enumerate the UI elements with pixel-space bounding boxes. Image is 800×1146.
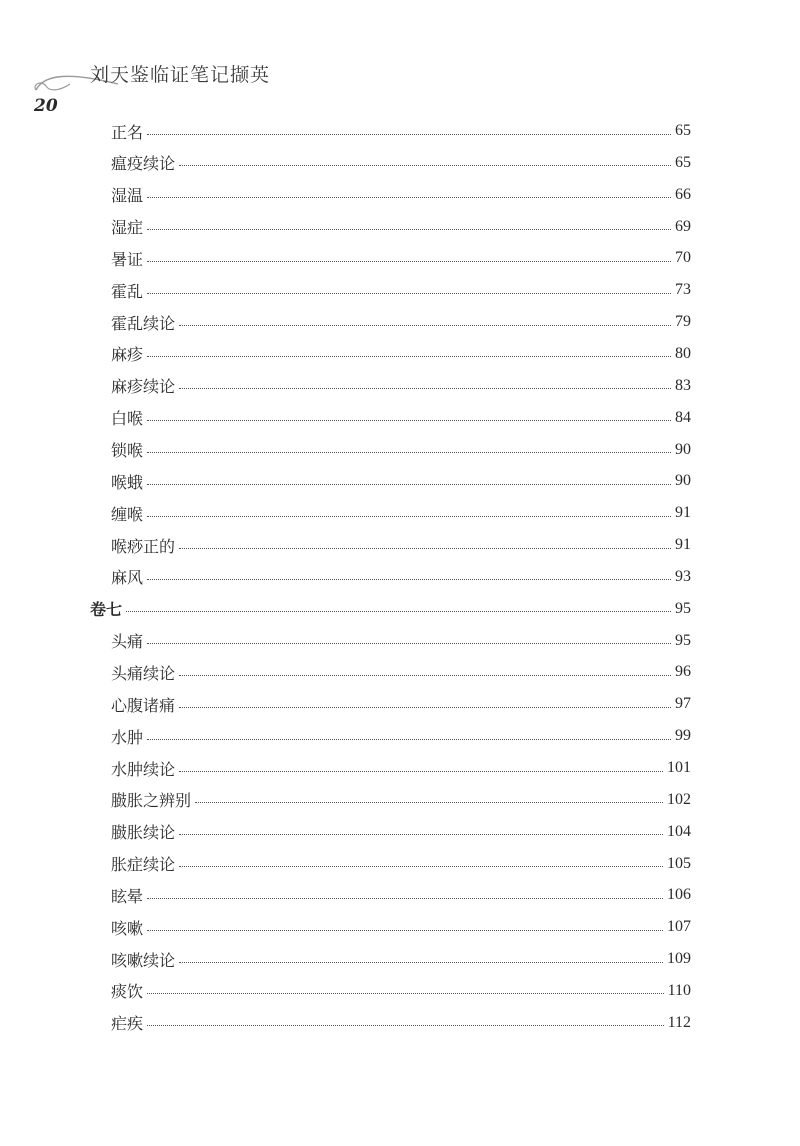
toc-leader-dots xyxy=(147,516,671,517)
toc-entry-title: 臌胀之辨别 xyxy=(111,791,192,811)
toc-entry-page: 79 xyxy=(675,313,691,331)
toc-entry[interactable] xyxy=(111,406,691,430)
toc-entry-page: 99 xyxy=(675,727,691,745)
toc-entry-page: 84 xyxy=(675,408,691,426)
toc-entry-title: 臌胀续论 xyxy=(111,823,176,843)
toc-entry[interactable] xyxy=(111,852,691,876)
toc-entry-page: 97 xyxy=(675,695,691,713)
toc-entry[interactable] xyxy=(111,947,691,971)
toc-entry-page: 106 xyxy=(667,886,691,904)
toc-leader-dots xyxy=(147,993,664,994)
toc-entry-page: 90 xyxy=(675,472,691,490)
toc-entry[interactable] xyxy=(111,692,691,716)
toc-entry-page: 112 xyxy=(667,1013,691,1031)
toc-entry-title: 胀症续论 xyxy=(111,855,176,875)
toc-entry-title: 麻疹续论 xyxy=(111,377,176,397)
toc-entry-page: 65 xyxy=(675,153,691,171)
toc-entry-page: 96 xyxy=(675,663,691,681)
toc-entry-page: 95 xyxy=(675,599,691,617)
toc-entry[interactable] xyxy=(111,883,691,907)
page-number: 20 xyxy=(34,96,58,116)
toc-leader-dots xyxy=(147,643,671,644)
toc-leader-dots xyxy=(147,356,671,357)
toc-leader-dots xyxy=(179,675,671,676)
toc-entry[interactable] xyxy=(111,342,691,366)
toc-volume-entry[interactable] xyxy=(90,597,691,621)
toc-entry-title: 咳嗽 xyxy=(111,918,144,938)
toc-entry-title: 卷七 xyxy=(90,600,123,620)
toc-leader-dots xyxy=(179,834,663,835)
toc-entry[interactable] xyxy=(111,820,691,844)
toc-leader-dots xyxy=(147,134,671,135)
toc-entry-title: 湿温 xyxy=(111,186,144,206)
toc-entry[interactable] xyxy=(111,915,691,939)
toc-entry-page: 101 xyxy=(667,759,691,776)
toc-entry-title: 霍乱续论 xyxy=(111,313,176,333)
toc-entry[interactable] xyxy=(111,183,691,207)
toc-entry-page: 69 xyxy=(675,217,691,235)
toc-entry-title: 喉蛾 xyxy=(111,472,144,492)
toc-entry-title: 缠喉 xyxy=(111,504,144,524)
toc-entry-title: 喉痧正的 xyxy=(111,536,176,556)
toc-leader-dots xyxy=(147,261,671,262)
toc-entry[interactable] xyxy=(111,246,691,270)
toc-entry-page: 102 xyxy=(667,790,691,808)
toc-entry[interactable] xyxy=(111,374,691,398)
toc-leader-dots xyxy=(147,739,671,740)
toc-entry[interactable] xyxy=(111,756,691,780)
toc-entry-title: 水肿 xyxy=(111,727,144,747)
toc-leader-dots xyxy=(147,293,671,294)
toc-leader-dots xyxy=(147,1025,664,1026)
toc-entry-title: 麻疹 xyxy=(111,345,144,365)
toc-entry-page: 73 xyxy=(675,281,691,299)
toc-entry-title: 疟疾 xyxy=(111,1014,144,1034)
book-title: 刘天鉴临证笔记撷英 xyxy=(90,64,271,86)
toc-entry[interactable] xyxy=(111,215,691,239)
toc-entry-page: 65 xyxy=(675,122,691,139)
page-header xyxy=(0,0,800,120)
toc-entry[interactable] xyxy=(111,788,691,812)
toc-entry[interactable] xyxy=(111,501,691,525)
toc-entry-title: 瘟疫续论 xyxy=(111,154,176,174)
toc-entry[interactable] xyxy=(111,1011,691,1035)
toc-entry-page: 70 xyxy=(675,249,691,267)
toc-entry-title: 头痛续论 xyxy=(111,663,176,683)
toc-entry[interactable] xyxy=(111,469,691,493)
toc-leader-dots xyxy=(179,707,671,708)
toc-entry-title: 湿症 xyxy=(111,218,144,238)
toc-entry-page: 66 xyxy=(675,185,691,203)
toc-leader-dots xyxy=(147,898,663,899)
toc-entry[interactable] xyxy=(111,119,691,143)
toc-leader-dots xyxy=(179,165,671,166)
toc-leader-dots xyxy=(147,579,671,580)
toc-leader-dots xyxy=(147,484,671,485)
toc-leader-dots xyxy=(179,962,663,963)
toc-entry[interactable] xyxy=(111,629,691,653)
toc-entry-title: 霍乱 xyxy=(111,281,144,301)
toc-entry-page: 95 xyxy=(675,631,691,649)
toc-entry-title: 水肿续论 xyxy=(111,759,176,779)
toc-leader-dots xyxy=(147,452,671,453)
toc-entry-page: 105 xyxy=(667,854,691,872)
toc-entry[interactable] xyxy=(111,278,691,302)
toc-entry[interactable] xyxy=(111,310,691,334)
toc-entry-title: 心腹诸痛 xyxy=(111,695,176,715)
toc-entry-title: 头痛 xyxy=(111,632,144,652)
toc-entry[interactable] xyxy=(111,979,691,1003)
toc-leader-dots xyxy=(195,802,663,803)
toc-leader-dots xyxy=(147,229,671,230)
toc-leader-dots xyxy=(147,930,663,931)
toc-entry-page: 91 xyxy=(675,504,691,522)
toc-entry-title: 白喉 xyxy=(111,409,144,429)
toc-entry-title: 痰饮 xyxy=(111,982,144,1002)
toc-entry[interactable] xyxy=(111,533,691,557)
toc-entry-page: 80 xyxy=(675,344,691,362)
toc-entry-page: 107 xyxy=(667,918,691,936)
toc-entry-title: 锁喉 xyxy=(111,441,144,460)
toc-leader-dots xyxy=(179,548,671,549)
toc-entry-page: 91 xyxy=(675,536,691,554)
toc-leader-dots xyxy=(147,420,671,421)
toc-entry-page: 90 xyxy=(675,440,691,458)
toc-leader-dots xyxy=(179,866,663,867)
toc-entry-page: 93 xyxy=(675,567,691,585)
toc-entry-title: 暑证 xyxy=(111,249,144,269)
toc-entry[interactable] xyxy=(111,660,691,684)
toc-entry-page: 83 xyxy=(675,376,691,394)
toc-entry[interactable] xyxy=(111,151,691,175)
toc-entry-title: 眩晕 xyxy=(111,886,144,906)
toc-leader-dots xyxy=(179,325,671,326)
toc-leader-dots xyxy=(147,197,671,198)
toc-entry-title: 麻风 xyxy=(111,568,144,588)
toc-leader-dots xyxy=(179,388,671,389)
toc-entry-title: 咳嗽续论 xyxy=(111,950,176,970)
toc-entry-page: 109 xyxy=(667,950,691,968)
toc-entry-page: 104 xyxy=(667,822,691,840)
toc-entry[interactable] xyxy=(111,565,691,589)
toc-entry-title: 正名 xyxy=(111,122,144,142)
toc-entry-page: 110 xyxy=(667,981,691,999)
toc-leader-dots xyxy=(126,611,671,612)
toc-entry[interactable] xyxy=(111,438,691,462)
toc-leader-dots xyxy=(179,771,663,772)
toc-entry[interactable] xyxy=(111,724,691,748)
